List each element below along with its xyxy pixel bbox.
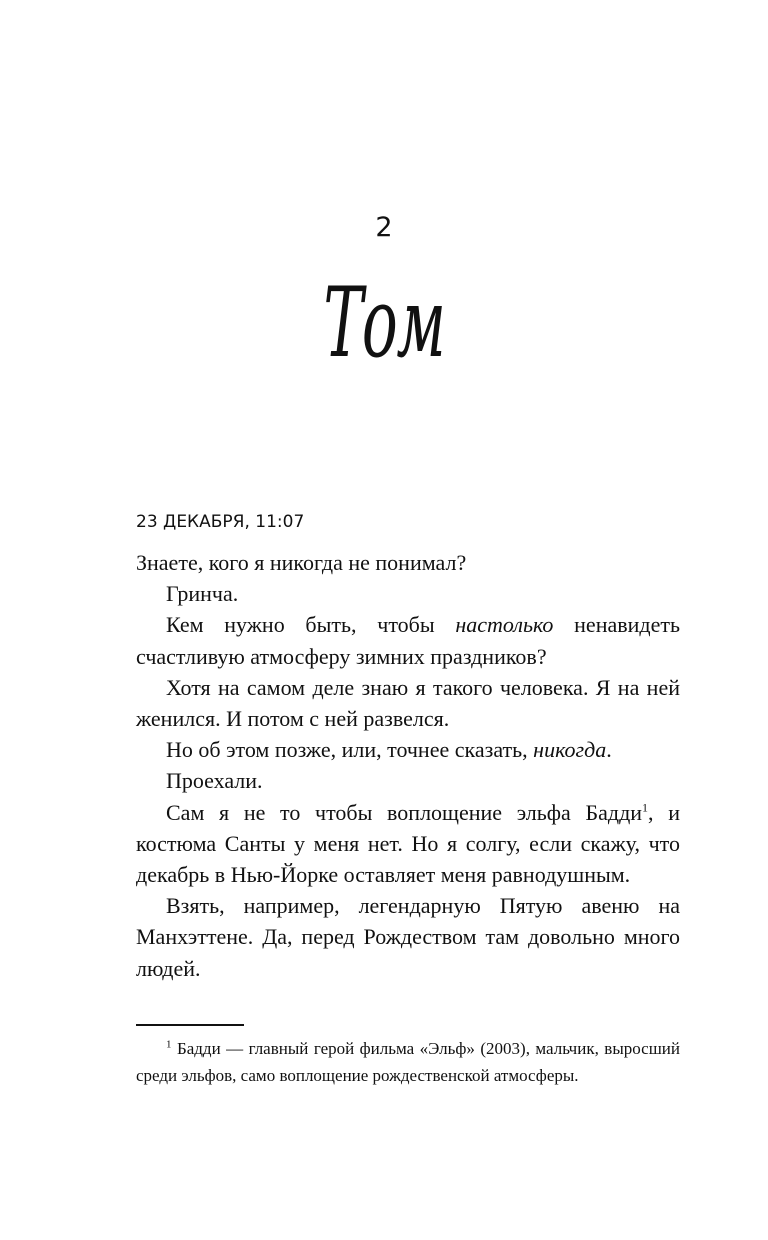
text-run: ненавидеть счастливую атмосферу зимних праздников? [136, 612, 681, 669]
text-run: Кем нужно быть, чтобы [166, 612, 456, 638]
chapter-title: Том [323, 267, 445, 379]
paragraph: Взять, например, легендарную Пятую авеню на Манхэттене. Да, перед Рождеством там довольно много людей. [136, 893, 680, 981]
footnote-divider [136, 1024, 244, 1026]
text-run: Но об этом позже, или, точнее сказать, [166, 737, 534, 763]
paragraph [136, 734, 680, 765]
paragraph [136, 797, 680, 891]
dateline: 23 ДЕКАБРЯ, 11:07 [136, 512, 305, 532]
paragraph: Гринча. [166, 581, 239, 607]
text-run: Сам я не то чтобы воплощение эльфа Бадди [166, 799, 643, 825]
footnote-reference[interactable]: 1 [642, 800, 649, 815]
footnote-number: 1 [166, 1038, 172, 1051]
emphasis: никогда [533, 737, 607, 763]
paragraph: Хотя на самом деле знаю я такого человека. Я на ней женился. И потом с ней развелся. [136, 674, 680, 732]
footnote-text: Бадди — главный герой фильма «Эльф» (2003), мальчик, выросший среди эльфов, само воплощение рождественской атмосферы. [136, 1039, 680, 1085]
body-text [136, 547, 680, 984]
text-run: . [606, 737, 612, 763]
footnote [136, 1035, 680, 1089]
paragraph: Знаете, кого я никогда не понимал? [136, 550, 467, 575]
text-run: , и костюма Санты у меня нет. Но я солгу, если скажу, что декабрь в Нью-Йорке оставляет меня равнодушным. [136, 799, 680, 888]
paragraph [136, 609, 680, 671]
paragraph: Проехали. [166, 768, 263, 794]
chapter-number: 2 [375, 212, 393, 243]
emphasis: настолько [455, 612, 554, 638]
